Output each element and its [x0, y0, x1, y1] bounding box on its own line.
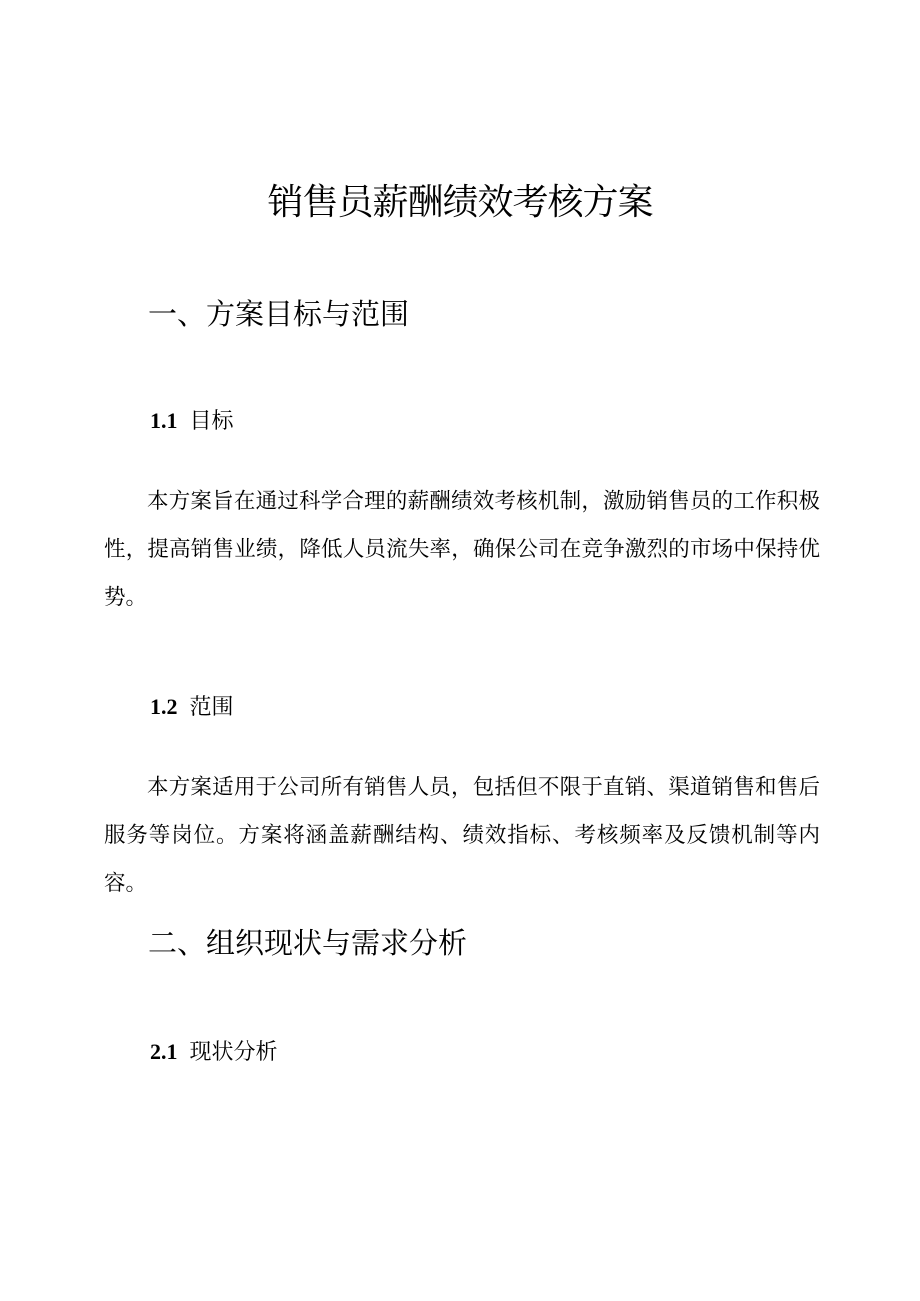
subsection-title: 目标 — [189, 409, 234, 434]
subsection-title: 现状分析 — [189, 1040, 278, 1065]
section-heading-2: 二、组织现状与需求分析 — [148, 926, 468, 960]
subsection-title: 范围 — [189, 695, 234, 720]
subsection-heading-1-1 — [150, 405, 234, 438]
subsection-number: 1.1 — [150, 408, 178, 433]
paragraph-goal: 本方案旨在通过科学合理的薪酬绩效考核机制，激励销售员的工作积极性，提高销售业绩，降低人员流失率，确保公司在竞争激烈的市场中保持优势。 — [104, 489, 820, 610]
subsection-heading-1-2 — [150, 691, 234, 724]
subsection-heading-2-1 — [150, 1036, 278, 1069]
paragraph-scope: 本方案适用于公司所有销售人员，包括但不限于直销、渠道销售和售后服务等岗位。方案将涵盖薪酬结构、绩效指标、考核频率及反馈机制等内容。 — [104, 775, 820, 896]
section-heading-1: 一、方案目标与范围 — [148, 297, 410, 331]
subsection-number: 1.2 — [150, 694, 178, 719]
subsection-number: 2.1 — [150, 1039, 178, 1064]
document-title: 销售员薪酬绩效考核方案 — [267, 182, 653, 223]
